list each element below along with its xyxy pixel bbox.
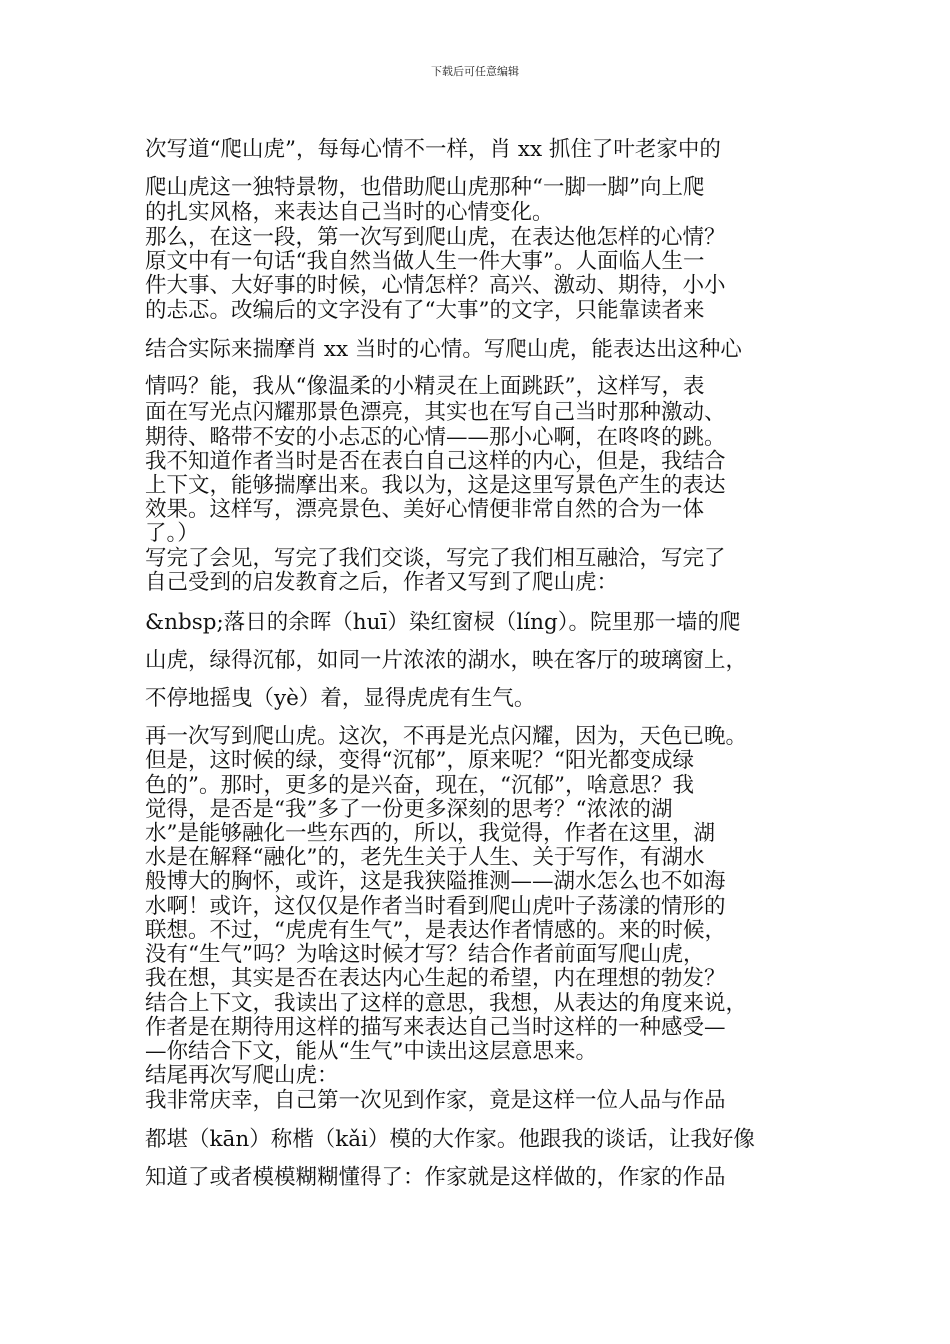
text-line: 结合实际来揣摩肖 xx 当时的心情。写爬山虎，能表达出这种心 bbox=[145, 337, 742, 362]
text-line: —你结合下文，能从“生气”中读出这层意思来。 bbox=[145, 1039, 597, 1064]
text-line: 没有“生气”吗？为啥这时候才写？结合作者前面写爬山虎， bbox=[145, 942, 705, 967]
text-line: 觉得，是否是“我”多了一份更多深刻的思考？“浓浓的湖 bbox=[145, 797, 673, 822]
text-line: 我不知道作者当时是否在表白自己这样的内心，但是，我结合 bbox=[145, 449, 726, 474]
text-line: 件大事、大好事的时候，心情怎样？高兴、激动、期待，小小 bbox=[145, 273, 726, 298]
text-line: 但是，这时候的绿，变得“沉郁”，原来呢？“阳光都变成绿 bbox=[145, 748, 694, 773]
text-line: 我非常庆幸，自己第一次见到作家，竟是这样一位人品与作品 bbox=[145, 1088, 726, 1113]
text-line: 效果。这样写，漂亮景色、美好心情便非常自然的合为一体 bbox=[145, 497, 705, 522]
text-line: 期待、略带不安的小忐忑的心情——那小心啊，在咚咚的跳。 bbox=[145, 425, 726, 450]
text-line: 那么，在这一段，第一次写到爬山虎，在表达他怎样的心情？ bbox=[145, 225, 726, 250]
text-line: &nbsp;落日的余晖（huī）染红窗棂（líng）。院里那一墙的爬 bbox=[145, 610, 741, 635]
text-line: 不停地摇曳（yè）着，显得虎虎有生气。 bbox=[145, 686, 536, 711]
page-header: 下载后可任意编辑 bbox=[431, 65, 519, 78]
text-line: 的忐忑。改编后的文字没有了“大事”的文字，只能靠读者来 bbox=[145, 298, 705, 323]
text-line: 写完了会见，写完了我们交谈，写完了我们相互融洽，写完了 bbox=[145, 546, 726, 571]
text-line: 爬山虎这一独特景物，也借助爬山虎那种“一脚一脚”向上爬 bbox=[145, 175, 705, 200]
text-line: 面在写光点闪耀那景色漂亮，其实也在写自己当时那种激动、 bbox=[145, 400, 726, 425]
text-line: 了。） bbox=[145, 521, 199, 546]
text-line: 自己受到的启发教育之后，作者又写到了爬山虎： bbox=[145, 570, 619, 595]
text-line: 都堪（kān）称楷（kǎi）模的大作家。他跟我的谈话，让我好像 bbox=[145, 1127, 755, 1152]
text-line: 水”是能够融化一些东西的，所以，我觉得，作者在这里，湖 bbox=[145, 821, 715, 846]
text-line: 般博大的胸怀，或许，这是我狭隘推测——湖水怎么也不如海 bbox=[145, 869, 726, 894]
text-line: 原文中有一句话“我自然当做人生一件大事”。人面临人生一 bbox=[145, 249, 705, 274]
text-line: 上下文，能够揣摩出来。我以为，这是这里写景色产生的表达 bbox=[145, 473, 726, 498]
text-line: 联想。不过，“虎虎有生气”，是表达作者情感的。来的时候， bbox=[145, 918, 726, 943]
text-line: 水啊！或许，这仅仅是作者当时看到爬山虎叶子荡漾的情形的 bbox=[145, 894, 726, 919]
text-line: 结合上下文，我读出了这样的意思，我想，从表达的角度来说， bbox=[145, 991, 748, 1016]
text-line: 作者是在期待用这样的描写来表达自己当时这样的一种感受— bbox=[145, 1015, 726, 1040]
text-line: 次写道“爬山虎”，每每心情不一样，肖 xx 抓住了叶老家中的 bbox=[145, 137, 721, 162]
text-line: 的扎实风格，来表达自己当时的心情变化。 bbox=[145, 200, 554, 225]
text-line: 再一次写到爬山虎。这次，不再是光点闪耀，因为，天色已晚。 bbox=[145, 724, 748, 749]
text-line: 色的”。那时，更多的是兴奋，现在，“沉郁”，啥意思？我 bbox=[145, 773, 694, 798]
text-line: 结尾再次写爬山虎： bbox=[145, 1063, 339, 1088]
text-line: 我在想，其实是否在表达内心生起的希望，内在理想的勃发？ bbox=[145, 966, 726, 991]
text-line: 知道了或者模模糊糊懂得了：作家就是这样做的，作家的作品 bbox=[145, 1165, 726, 1190]
text-line: 情吗？能，我从“像温柔的小精灵在上面跳跃”，这样写，表 bbox=[145, 374, 705, 399]
text-line: 水是在解释“融化”的，老先生关于人生、关于写作，有湖水 bbox=[145, 845, 705, 870]
text-line: 山虎，绿得沉郁，如同一片浓浓的湖水，映在客厅的玻璃窗上， bbox=[145, 648, 748, 673]
